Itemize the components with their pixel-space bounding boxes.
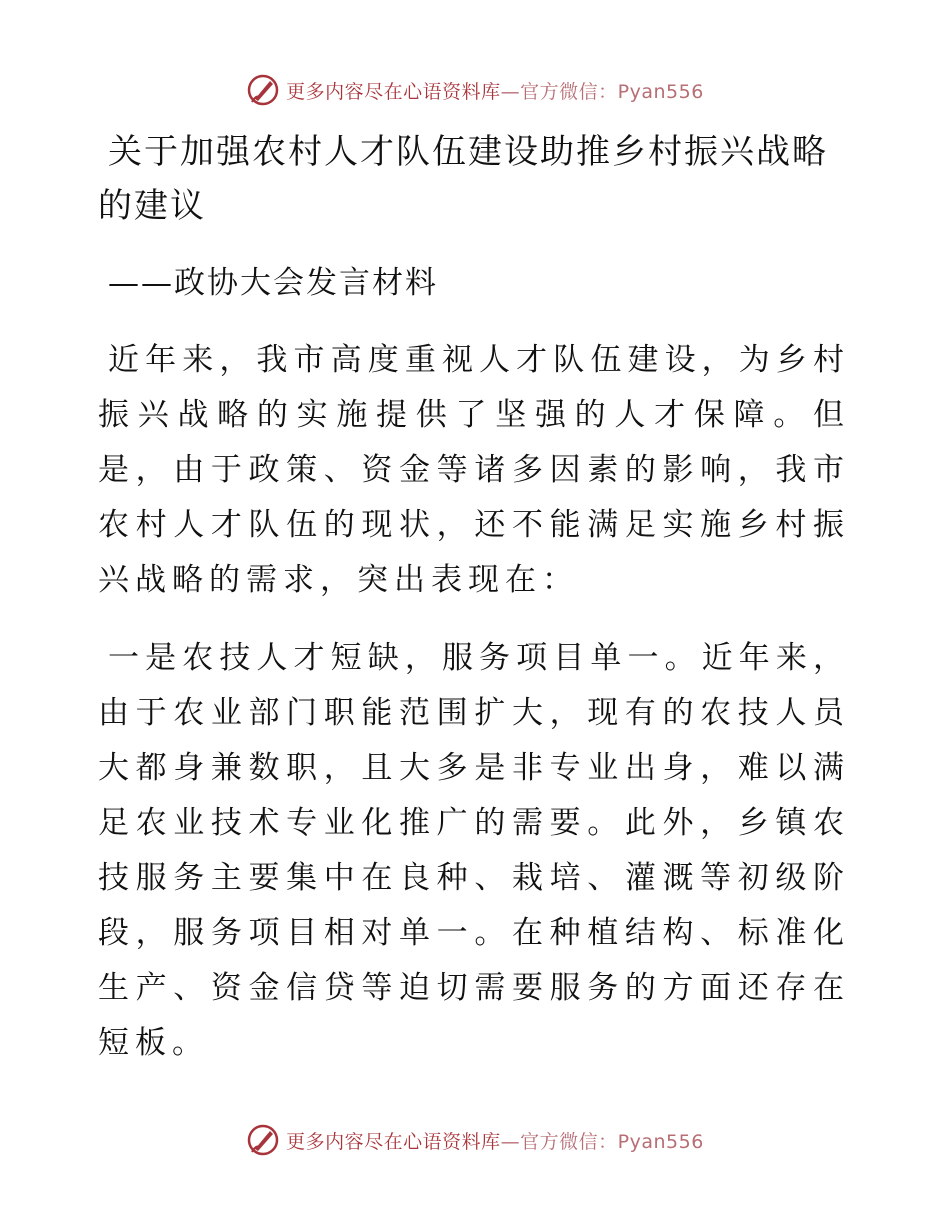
document-title: 关于加强农村人才队伍建设助推乡村振兴战略的建议 (98, 132, 828, 226)
quill-logo-icon (246, 1123, 280, 1157)
header-banner-text: 更多内容尽在心语资料库 (286, 80, 501, 103)
footer-banner-wechat: —官方微信：Pyan556 (500, 1130, 704, 1153)
quill-logo-icon (246, 73, 280, 107)
footer-banner-text: 更多内容尽在心语资料库 (286, 1130, 501, 1153)
document-subtitle: ——政协大会发言材料 (108, 265, 438, 301)
header-banner (0, 70, 950, 110)
document-body (98, 125, 850, 1071)
paragraph-point-one: 一是农技人才短缺，服务项目单一。近年来，由于农业部门职能范围扩大，现有的农技人员大都身兼数职，且大多是非专业出身，难以满足农业技术专业化推广的需要。此外，乡镇农技服务主要集中在良种、栽培、灌溉等初级阶段，服务项目相对单一。在种植结构、标准化生产、资金信贷等迫切需要服务的方面还存在短板。 (98, 640, 850, 1061)
header-banner-wechat: —官方微信：Pyan556 (500, 80, 704, 103)
paragraph-intro: 近年来，我市高度重视人才队伍建设，为乡村振兴战略的实施提供了坚强的人才保障。但是，由于政策、资金等诸多因素的影响，我市农村人才队伍的现状，还不能满足实施乡村振兴战略的需求，突出表现在： (98, 342, 850, 598)
footer-banner (0, 1120, 950, 1160)
